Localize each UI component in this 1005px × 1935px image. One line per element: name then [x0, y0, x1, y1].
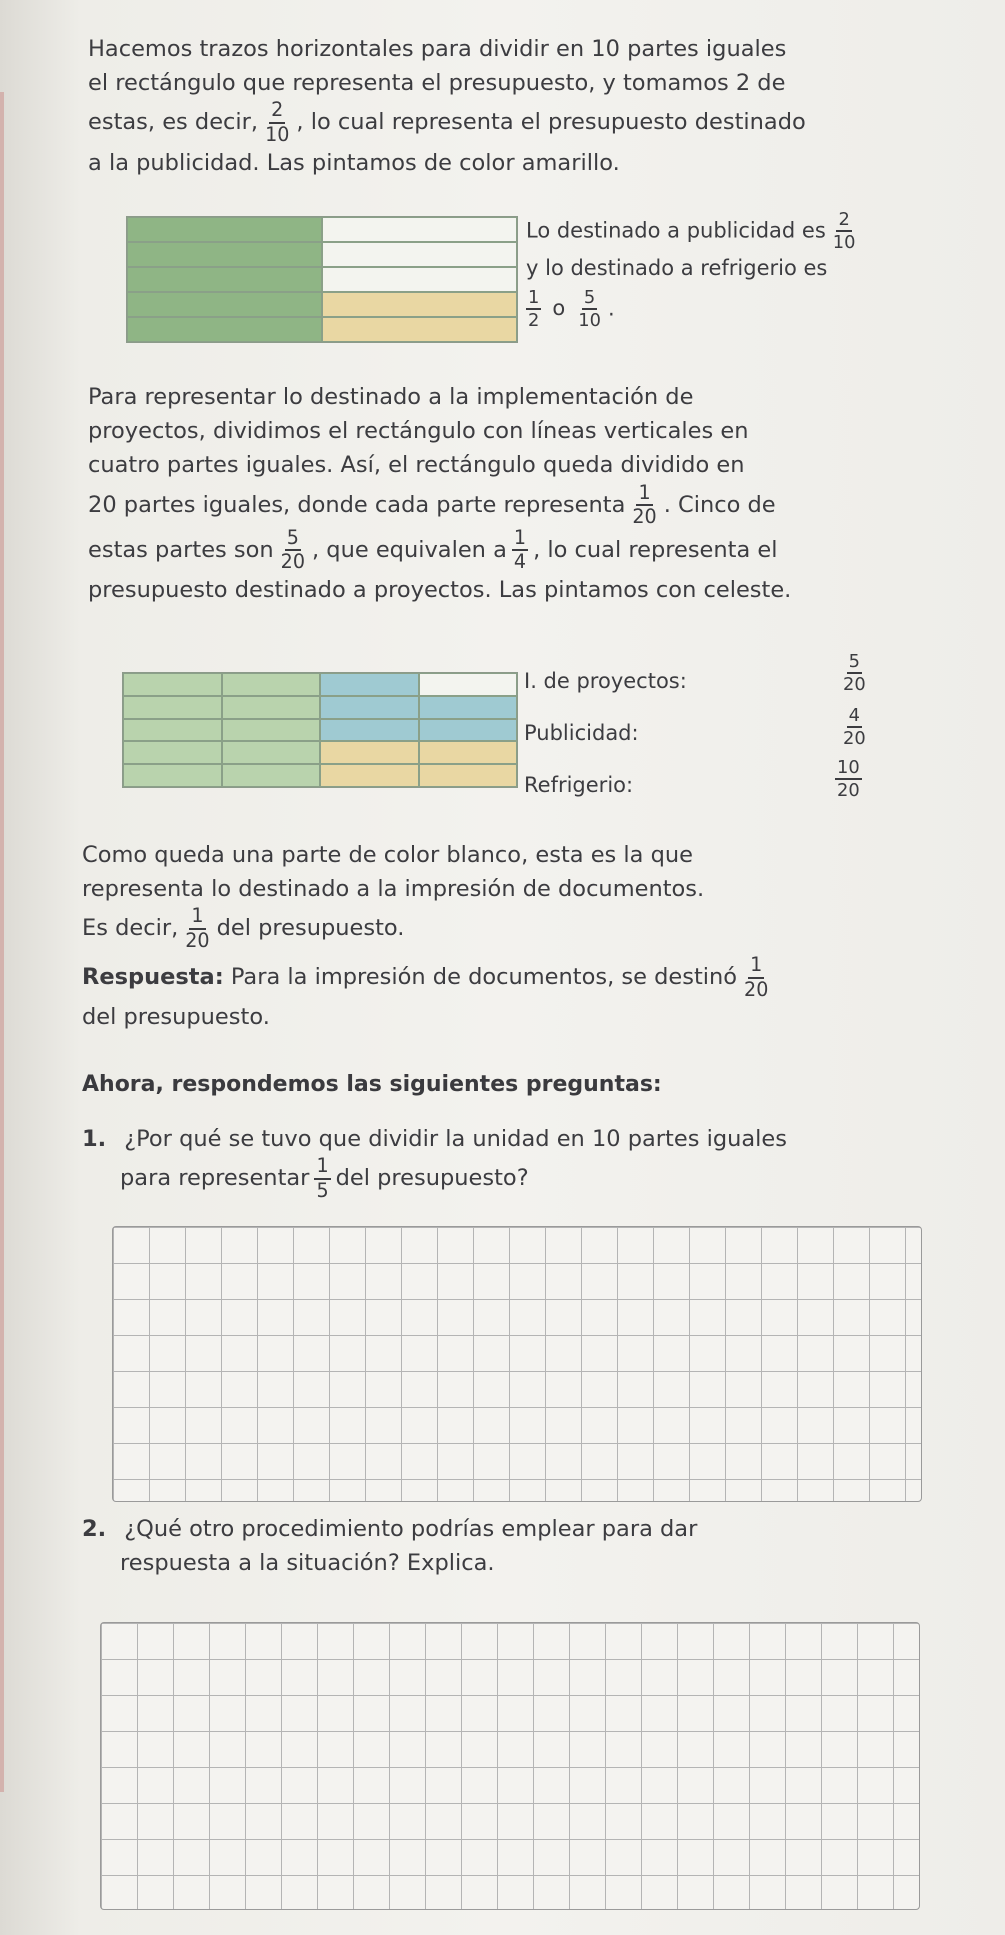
cell-refrigerio	[123, 764, 222, 787]
cell-refrigerio	[127, 267, 322, 292]
cell-refrigerio	[222, 764, 321, 787]
answer-grid-question-1[interactable]	[112, 1226, 922, 1502]
legend-label-refrigerio: Refrigerio:	[524, 773, 634, 797]
cell-publicidad	[419, 764, 518, 787]
intro-line-3: estas, es decir, $\frac{2}{10}$ , lo cual representa el presupuesto destinado	[88, 98, 806, 147]
answer-block: Respuesta: Para la impresión de documentos, se destinó $\frac{1}{20}$ del presupuesto.	[82, 953, 769, 1031]
intro-line-2: el rectángulo que representa el presupuesto, y tomamos 2 de	[88, 70, 786, 97]
fraction: $\frac{1}{4}$	[513, 525, 527, 574]
question-number: 1.	[82, 1126, 107, 1152]
cell-publicidad	[419, 741, 518, 764]
cell-impresion	[419, 673, 518, 696]
legend-fraction-publicidad: $\frac{4}{20}$	[843, 705, 866, 750]
budget-rectangle-tenths	[126, 216, 518, 343]
cell-refrigerio	[123, 696, 222, 719]
cell-refrigerio	[127, 292, 322, 317]
fraction: $\frac{1}{20}$	[632, 480, 657, 529]
cell-publicidad	[320, 764, 419, 787]
cell-blank	[322, 217, 517, 242]
question-2: 2. ¿Qué otro procedimiento podrías emplear para dar respuesta a la situación? Explica.	[82, 1516, 698, 1577]
cell-publicidad	[320, 741, 419, 764]
cell-proyectos	[320, 719, 419, 742]
legend-label-proyectos: I. de proyectos:	[524, 669, 687, 693]
cell-refrigerio	[123, 719, 222, 742]
fraction: $\frac{1}{2}$	[528, 287, 540, 332]
intro-paragraph	[88, 32, 938, 180]
legend-label-publicidad: Publicidad:	[524, 721, 639, 745]
question-number: 2.	[82, 1516, 107, 1542]
paragraph-projects: Para representar lo destinado a la implementación de proyectos, dividimos el rectángulo con líneas verticales en cuatro partes iguales. Así, el rectángulo queda dividido en 20 partes iguales, donde cada parte representa $\frac{1}{20}$ . Cinco de estas partes son $\frac{5}{20}$ , que equivalen a $\frac{1}{4}$ , lo cual representa el presupuesto destinado a proyectos. Las pintamos con celeste.	[88, 384, 792, 604]
cell-refrigerio	[222, 673, 321, 696]
cell-proyectos	[419, 719, 518, 742]
legend-fraction-proyectos: $\frac{5}{20}$	[843, 651, 866, 696]
cell-refrigerio	[222, 741, 321, 764]
paragraph-printing: Como queda una parte de color blanco, esta es la que representa lo destinado a la impresión de documentos. Es decir, $\frac{1}{20}$ del presupuesto.	[82, 842, 705, 953]
question-1: 1. ¿Por qué se tuvo que dividir la unidad en 10 partes iguales para representar $\frac{1}{5}$ del presupuesto?	[82, 1126, 787, 1202]
intro-line-4: a la publicidad. Las pintamos de color amarillo.	[88, 149, 620, 176]
cell-refrigerio	[123, 741, 222, 764]
cell-blank	[322, 242, 517, 267]
cell-refrigerio	[222, 719, 321, 742]
fraction: $\frac{5}{10}$	[578, 287, 601, 332]
cell-refrigerio	[123, 673, 222, 696]
cell-proyectos	[419, 696, 518, 719]
cell-blank	[322, 267, 517, 292]
cell-refrigerio	[127, 317, 322, 342]
cell-proyectos	[320, 696, 419, 719]
answer-grid-question-2[interactable]	[100, 1622, 920, 1910]
margin-line	[0, 92, 4, 1792]
cell-publicidad	[322, 317, 517, 342]
fraction: $\frac{2}{10}$	[265, 98, 290, 147]
answer-label: Respuesta:	[82, 964, 224, 991]
legend-fraction-refrigerio: $\frac{10}{20}$	[837, 757, 860, 802]
cell-publicidad	[322, 292, 517, 317]
cell-refrigerio	[127, 242, 322, 267]
fraction: $\frac{2}{10}$	[832, 209, 856, 254]
cell-refrigerio	[127, 217, 322, 242]
fraction: $\frac{1}{5}$	[316, 1154, 329, 1202]
cell-proyectos	[320, 673, 419, 696]
budget-rectangle-twentieths	[122, 672, 518, 788]
side-note-fractions: Lo destinado a publicidad es $\frac{2}{10}$ y lo destinado a refrigerio es $\frac{1}{2}$ o $\frac{5}{10}$ .	[526, 209, 856, 332]
fraction: $\frac{5}{20}$	[280, 525, 305, 574]
fraction: $\frac{1}{20}$	[744, 953, 769, 1001]
fraction: $\frac{1}{20}$	[185, 904, 210, 953]
intro-line-1: Hacemos trazos horizontales para dividir en 10 partes iguales	[88, 36, 787, 62]
questions-heading: Ahora, respondemos las siguientes preguntas:	[82, 1072, 662, 1097]
cell-refrigerio	[222, 696, 321, 719]
